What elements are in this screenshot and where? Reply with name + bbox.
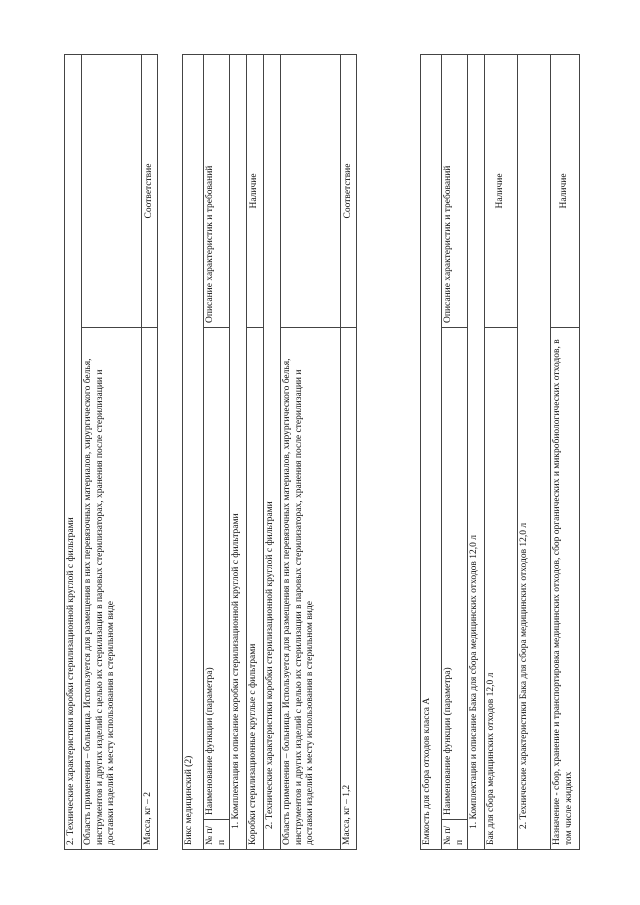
mass-label: Масса, кг – 1,2 (341, 328, 357, 850)
area-of-use-text: Область применения – больница. Используется для размещения в них перевязочных материалов, хирургического белья, инструментов и других изделий с целью их стерилизации в паровых стерилизаторах, хранения после стерилизации и доставки изделий к месту использования в стерильном виде (281, 328, 341, 850)
section-technical-characteristics: 2. Технические характеристики коробки стерилизационной круглой с фильтрами (264, 54, 281, 849)
item-label: Бак для сбора медицинских отходов 12,0 л (485, 328, 518, 850)
table-sterilization-box-1 (64, 54, 158, 850)
item-value: Наличие (485, 54, 518, 327)
section-kit-description: 1. Комплектация и описание коробки стерилизационной круглой с фильтрами (230, 54, 247, 849)
section-technical-characteristics: 2. Технические характеристики Бака для сбора медицинских отходов 12,0 л (518, 54, 551, 849)
header-name: Наименование функции (параметра) (204, 328, 230, 820)
area-of-use-text: Область применения – больница. Используется для размещения в них перевязочных материалов, хирургического белья, инструментов и других изделий с целью их стерилизации в паровых стерилизаторах, хранения после стерилизации и доставки изделий к месту использования в стерильном виде (82, 328, 142, 850)
header-number: № п/п (204, 820, 230, 850)
item-value: Наличие (247, 54, 264, 327)
section-kit-description: 1. Комплектация и описание Бака для сбора медицинских отходов 12,0 л (468, 54, 485, 849)
header-description: Описание характеристик и требований (204, 54, 230, 327)
area-of-use-value (82, 55, 142, 328)
header-name: Наименование функции (параметра) (442, 328, 468, 820)
table-waste-container (420, 54, 580, 850)
mass-label: Масса, кг – 2 (142, 328, 158, 850)
section-technical-characteristics: 2. Технические характеристики коробки стерилизационной круглой с фильтрами (65, 55, 82, 850)
item-label: Коробки стерилизационные круглые с фильтрами (247, 328, 264, 850)
header-number: № п/п (442, 820, 468, 850)
mass-value: Соответствие (142, 55, 158, 328)
purpose-text: Назначение - сбор, хранение и транспортировка медицинских отходов, сбор органических и микробиологических отходов, в том числе жидких (551, 328, 580, 850)
table-title: Бикс медицинский (2) (183, 54, 204, 849)
area-of-use-value (281, 54, 341, 327)
table-medical-bix (182, 54, 357, 850)
mass-value: Соответствие (341, 54, 357, 327)
header-description: Описание характеристик и требований (442, 54, 468, 327)
purpose-value: Наличие (551, 54, 580, 327)
table-title: Емкость для сбора отходов класса А (421, 54, 442, 849)
